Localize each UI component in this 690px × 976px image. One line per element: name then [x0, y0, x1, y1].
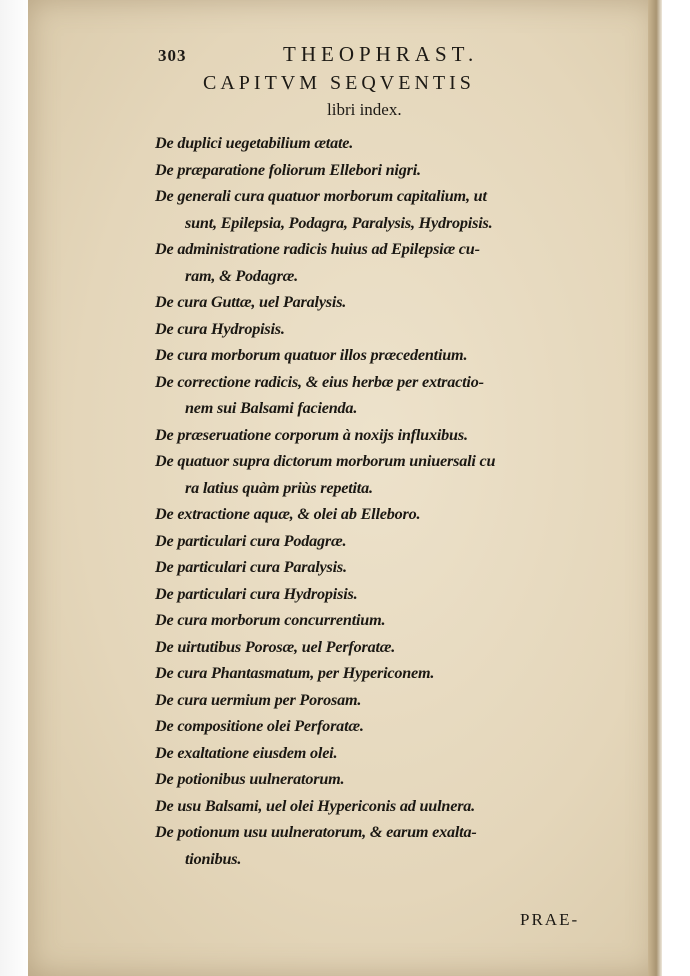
toc-entry-text: De præseruatione corporum à noxijs influxibus.: [155, 425, 468, 444]
toc-entry: [155, 501, 615, 528]
toc-entry-text: De cura morborum concurrentium.: [155, 611, 386, 629]
toc-entry-text: De particulari cura Podagræ.: [155, 531, 347, 550]
toc-entry: [155, 819, 615, 872]
running-title: THEOPHRAST.: [283, 42, 479, 66]
catchword: PRAE-: [520, 910, 580, 929]
toc-entry-continuation: ra latius quàm priùs repetita.: [185, 478, 373, 497]
toc-entry: [155, 766, 615, 793]
toc-entry-text: De duplici uegetabilium ætate.: [155, 134, 354, 152]
toc-entry-text: De particulari cura Hydropisis.: [155, 584, 358, 603]
page-number: 303: [158, 46, 187, 65]
toc-entry: [155, 316, 615, 343]
toc-entry: [155, 289, 615, 316]
toc-entry: [155, 448, 615, 501]
table-of-contents: [155, 130, 615, 872]
toc-entry-text: De administratione radicis huius ad Epilepsiæ cu-: [155, 240, 480, 258]
toc-entry: [155, 554, 615, 581]
toc-entry: [155, 687, 615, 714]
toc-entry-text: De cura morborum quatuor illos præcedentium.: [155, 346, 468, 364]
toc-entry-continuation: tionibus.: [185, 849, 242, 868]
chapter-heading: CAPITVM SEQVENTIS: [203, 72, 475, 94]
toc-entry-text: De quatuor supra dictorum morborum uniuersali cu: [155, 452, 496, 470]
toc-entry-continuation: ram, & Podagræ.: [185, 266, 299, 285]
book-spine: [648, 0, 662, 976]
toc-entry: [155, 183, 615, 236]
toc-entry: [155, 528, 615, 555]
toc-entry-continuation: nem sui Balsami facienda.: [185, 399, 358, 417]
toc-entry-text: De cura Hydropisis.: [155, 319, 285, 338]
toc-entry-text: De extractione aquæ, & olei ab Elleboro.: [155, 505, 421, 523]
toc-entry: [155, 607, 615, 634]
toc-entry-text: De potionum usu uulneratorum, & earum exalta-: [155, 823, 477, 841]
toc-entry-text: De cura Phantasmatum, per Hypericonem.: [155, 664, 435, 682]
toc-entry-text: De præparatione foliorum Ellebori nigri.: [155, 160, 421, 179]
toc-entry-text: De correctione radicis, & eius herbæ per extractio-: [155, 372, 484, 391]
toc-entry-text: De uirtutibus Porosæ, uel Perforatæ.: [155, 637, 396, 656]
toc-entry-text: De usu Balsami, uel olei Hypericonis ad uulnera.: [155, 796, 476, 815]
running-header: [158, 42, 578, 68]
toc-entry: [155, 342, 615, 369]
toc-entry: [155, 581, 615, 608]
toc-entry-text: De cura Guttæ, uel Paralysis.: [155, 293, 347, 311]
toc-entry: [155, 236, 615, 289]
chapter-subheading: libri index.: [327, 100, 402, 119]
toc-entry-text: De cura uermium per Porosam.: [155, 690, 362, 709]
toc-entry-text: De particulari cura Paralysis.: [155, 558, 347, 576]
toc-entry: [155, 634, 615, 661]
toc-entry-text: De potionibus uulneratorum.: [155, 770, 345, 788]
toc-entry-text: De exaltatione eiusdem olei.: [155, 743, 338, 762]
toc-entry: [155, 793, 615, 820]
toc-entry: [155, 157, 615, 184]
toc-entry: [155, 369, 615, 422]
toc-entry-text: De compositione olei Perforatæ.: [155, 717, 364, 735]
toc-entry-continuation: sunt, Epilepsia, Podagra, Paralysis, Hydropisis.: [185, 213, 493, 232]
toc-entry: [155, 660, 615, 687]
toc-entry: [155, 740, 615, 767]
toc-entry: [155, 130, 615, 157]
toc-entry: [155, 422, 615, 449]
toc-entry: [155, 713, 615, 740]
toc-entry-text: De generali cura quatuor morborum capitalium, ut: [155, 187, 487, 205]
